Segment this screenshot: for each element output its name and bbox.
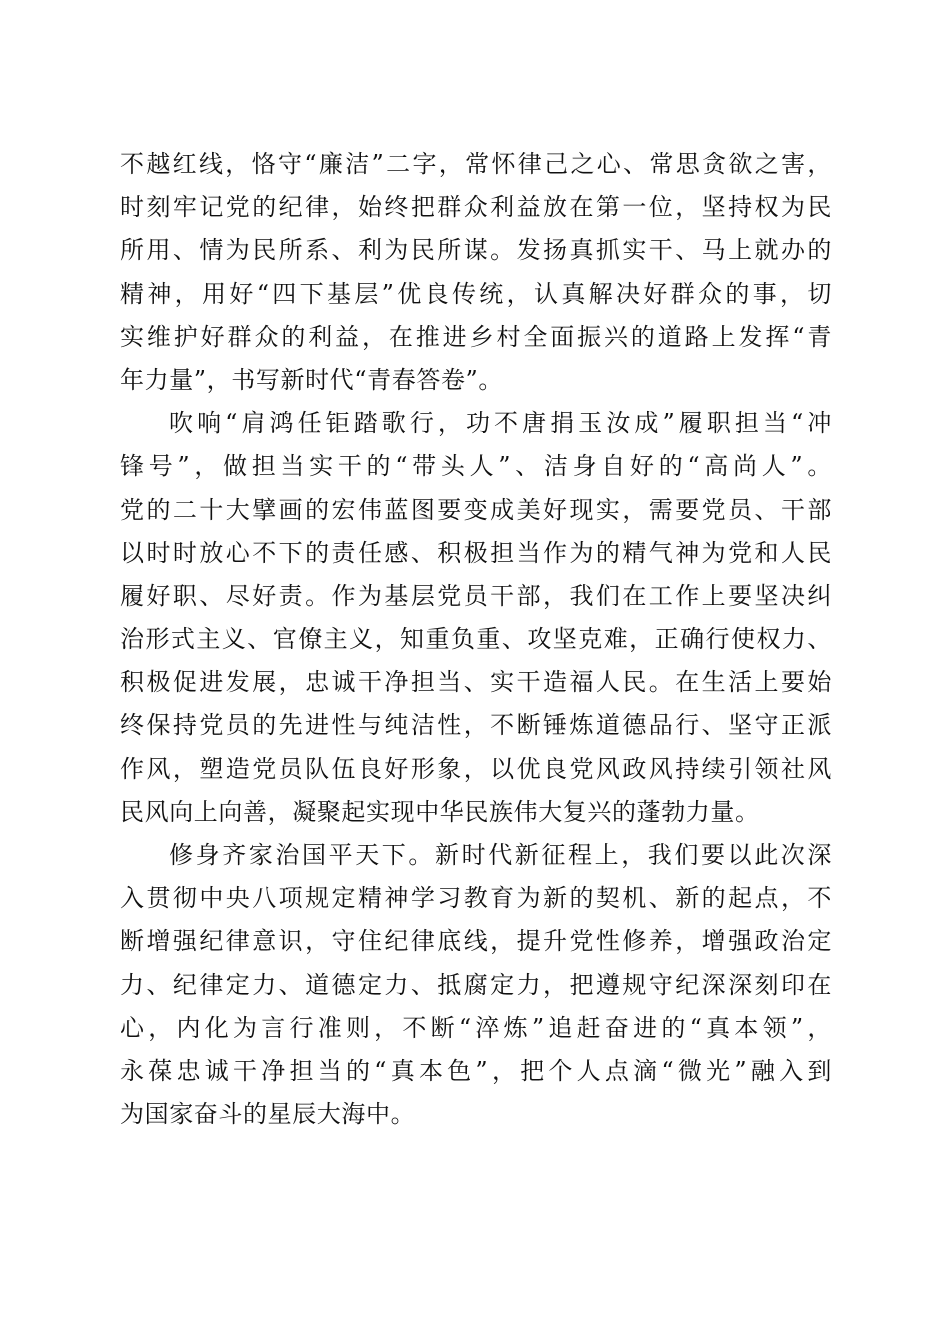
- paragraph-1: [120, 143, 832, 402]
- text-line: 所用、情为民所系、利为民所谋。发扬真抓实干、马上就办的: [120, 236, 832, 265]
- paragraph-3: [120, 834, 832, 1136]
- text-line: 力、纪律定力、道德定力、抵腐定力，把遵规守纪深深刻印在: [120, 970, 832, 999]
- text-line: 锋号”，做担当实干的“带头人”、洁身自好的“高尚人”。: [120, 452, 832, 481]
- text-line: 永葆忠诚干净担当的“真本色”，把个人点滴“微光”融入到: [120, 1056, 832, 1085]
- text-line: 以时时放心不下的责任感、积极担当作为的精气神为党和人民: [120, 538, 832, 567]
- document-body: [120, 143, 832, 1136]
- text-line: 不越红线，恪守“廉洁”二字，常怀律己之心、常思贪欲之害，: [120, 150, 832, 178]
- text-line: 时刻牢记党的纪律，始终把群众利益放在第一位，坚持权为民: [120, 193, 832, 222]
- text-line: 履好职、尽好责。作为基层党员干部，我们在工作上要坚决纠: [120, 581, 832, 610]
- text-line: 年力量”，书写新时代“青春答卷”。: [120, 365, 504, 394]
- text-line: 党的二十大擘画的宏伟蓝图要变成美好现实，需要党员、干部: [120, 495, 832, 524]
- text-line: 精神，用好“四下基层”优良传统，认真解决好群众的事，切: [120, 279, 832, 308]
- text-line: 作风，塑造党员队伍良好形象，以优良党风政风持续引领社风: [120, 754, 832, 783]
- text-line: 治形式主义、官僚主义，知重负重、攻坚克难，正确行使权力、: [120, 625, 832, 654]
- text-line: 为国家奋斗的星辰大海中。: [120, 1100, 416, 1129]
- text-line: 实维护好群众的利益，在推进乡村全面振兴的道路上发挥“青: [120, 322, 832, 351]
- text-line: 终保持党员的先进性与纯洁性，不断锤炼道德品行、坚守正派: [120, 711, 832, 740]
- text-line: 断增强纪律意识，守住纪律底线，提升党性修养，增强政治定: [120, 927, 832, 956]
- text-line: 入贯彻中央八项规定精神学习教育为新的契机、新的起点，不: [120, 884, 832, 913]
- text-line: 修身齐家治国平天下。新时代新征程上，我们要以此次深: [169, 841, 832, 869]
- text-line: 吹响“肩鸿任钜踏歌行，功不唐捐玉汝成”履职担当“冲: [169, 409, 832, 438]
- text-line: 积极促进发展，忠诚干净担当、实干造福人民。在生活上要始: [120, 668, 832, 697]
- text-line: 民风向上向善，凝聚起实现中华民族伟大复兴的蓬勃力量。: [120, 797, 760, 826]
- text-line: 心，内化为言行准则，不断“淬炼”追赶奋进的“真本领”，: [120, 1013, 832, 1042]
- paragraph-2: [120, 402, 832, 834]
